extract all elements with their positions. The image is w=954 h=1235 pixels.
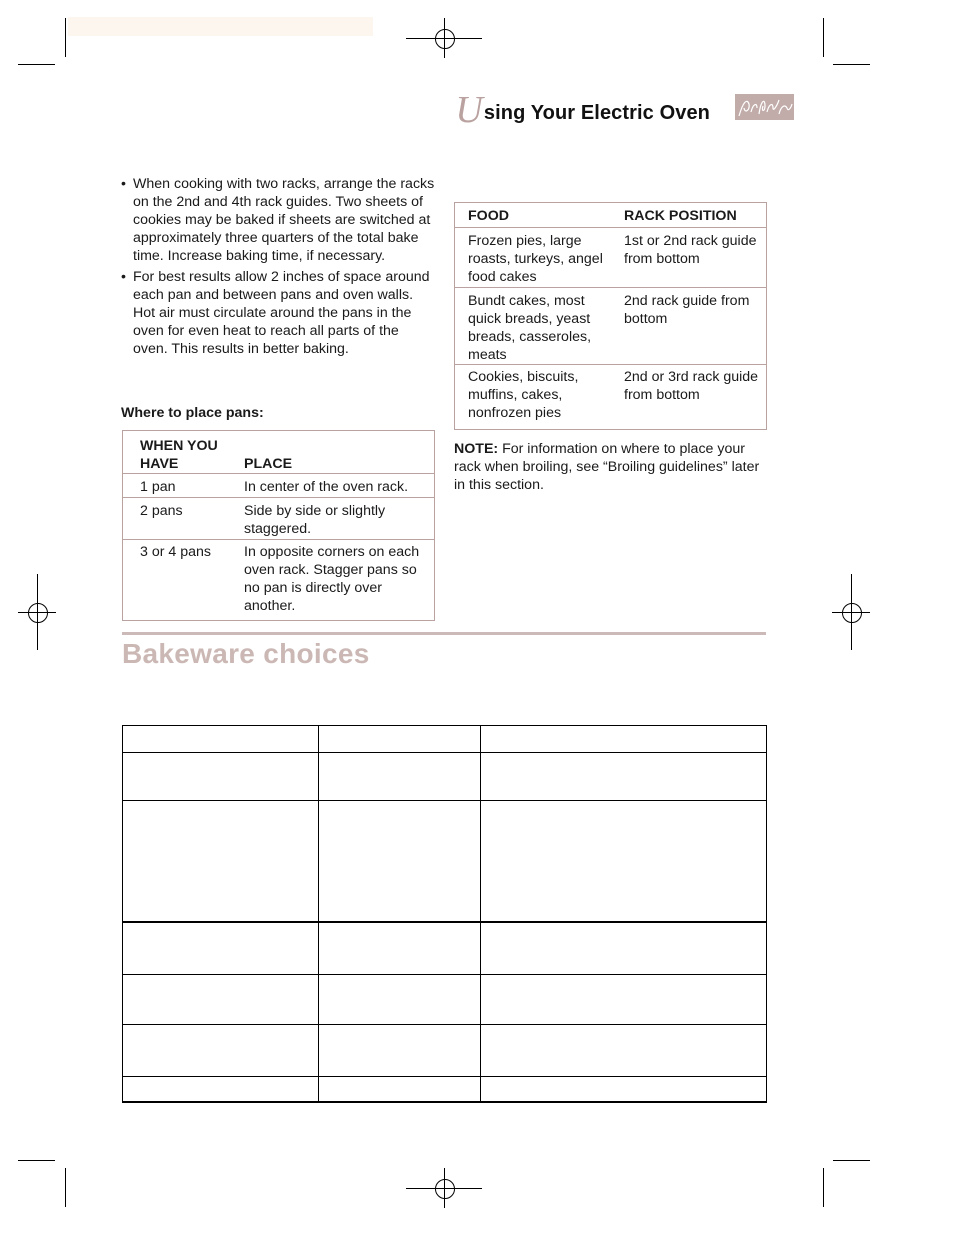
table-header: RACK POSITION [624,208,737,224]
broiling-note [454,440,764,494]
list-item: • For best results allow 2 inches of space around each pan and between pans and oven walls. Hot air must circulate around the pans in the oven for even heat to reach all parts of the oven. This results in better baking. [121,269,430,357]
crop-mark [18,1160,55,1161]
table-row-divider [123,1076,766,1077]
crop-mark [833,1160,870,1161]
table-row-divider [123,921,766,923]
table-header: FOOD [468,208,509,224]
table-header: WHEN YOU HAVE [140,438,218,472]
table-row: 1 pan In center of the oven rack. [123,474,434,498]
bakeware-table [122,725,767,1103]
table-row-divider [123,1024,766,1025]
page-title [455,88,710,132]
table-row: Cookies, biscuits, muffins, cakes, nonfrozen pies 2nd or 3rd rack guide from bottom [455,364,766,426]
table-column-divider [318,726,319,1101]
section-divider [122,632,766,635]
table-row-divider [123,974,766,975]
top-tint-bar [68,17,373,36]
title-text: sing Your Electric Oven [483,102,710,124]
table-row: 2 pans Side by side or slightly staggered. [123,498,434,540]
table-column-divider [480,726,481,1101]
table-row: Bundt cakes, most quick breads, yeast breads, casseroles, meats 2nd rack guide from bottom [455,287,766,364]
bullet-dot: • [121,176,126,192]
tips-list [121,175,437,361]
bullet-dot: • [121,269,126,285]
note-label: NOTE: [454,441,499,457]
registration-target-icon [435,1179,455,1199]
registration-target-icon [28,603,48,623]
title-initial: U [455,89,483,131]
table-row-divider [123,800,766,801]
note-text: For information on where to place your rack when broiling, see “Broiling guidelines” later in this section. [454,441,760,493]
crop-mark [833,64,870,65]
crop-mark [823,18,824,57]
table-row-divider [123,752,766,753]
table-header: PLACE [244,456,293,472]
where-heading: Where to place pans: [121,405,264,421]
crop-mark [823,1168,824,1207]
crop-mark [65,18,66,57]
rack-position-table [454,202,767,430]
registration-target-icon [435,29,455,49]
crop-mark [65,1168,66,1207]
pans-table [122,430,435,621]
list-item: • When cooking with two racks, arrange the racks on the 2nd and 4th rack guides. Two sheets of cookies may be baked if sheets are switched at approximately three quarters of the total bake time. Increase baking time, if necessary. [121,176,435,264]
registration-target-icon [842,603,862,623]
section-title: Bakeware choices [122,638,370,669]
crop-mark [18,64,55,65]
table-row: Frozen pies, large roasts, turkeys, angel food cakes 1st or 2nd rack guide from bottom [455,227,766,287]
signature-logo-icon [735,94,794,120]
table-row: 3 or 4 pans In opposite corners on each oven rack. Stagger pans so no pan is directly over another. [123,540,434,620]
